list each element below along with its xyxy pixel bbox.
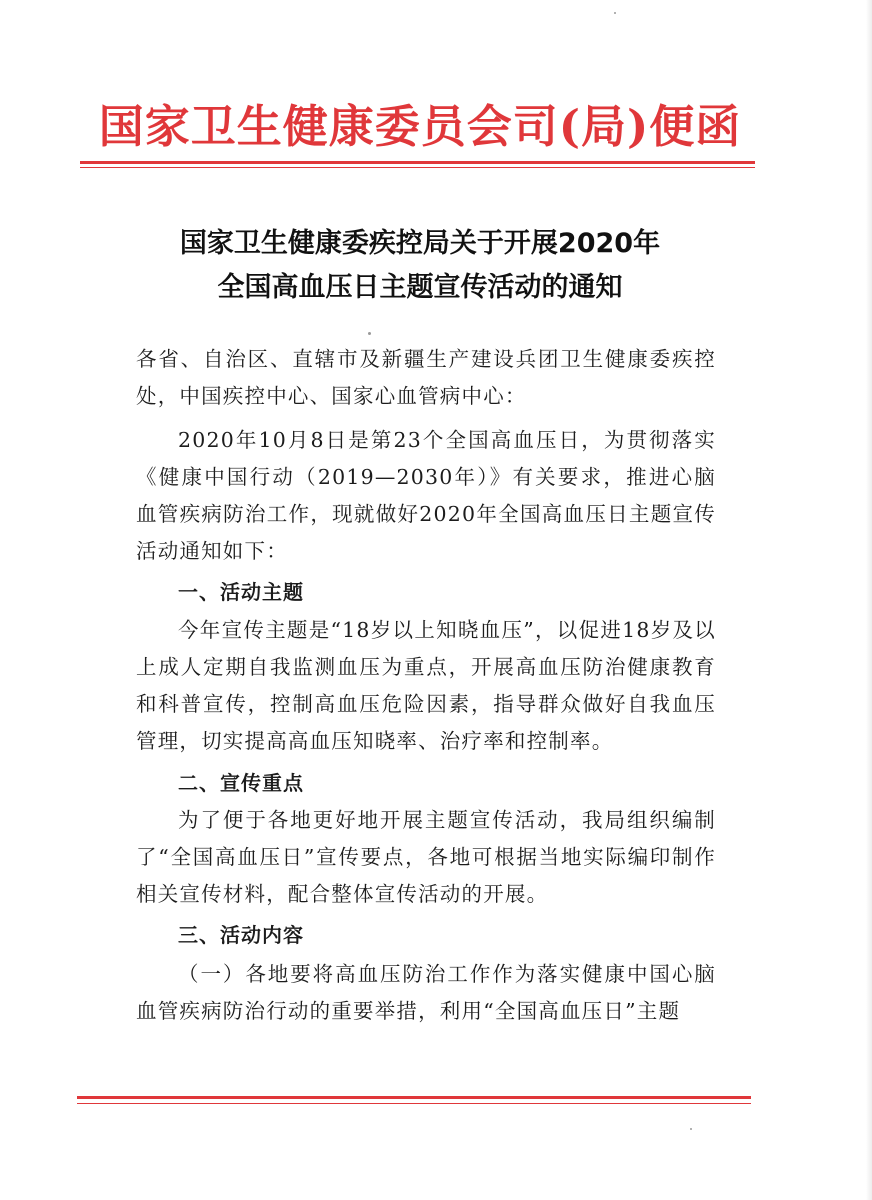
section-paragraph-2: 为了便于各地更好地开展主题宣传活动，我局组织编制了“全国高血压日”宣传要点，各地可根据当地实际编印制作相关宣传材料，配合整体宣传活动的开展。	[136, 808, 716, 906]
document-title-line-1: 国家卫生健康委疾控局关于开展2020年	[179, 228, 661, 259]
scan-speck	[690, 1128, 692, 1130]
footer-rule-thin	[77, 1103, 751, 1104]
letterhead-title: 国家卫生健康委员会司(局)便函	[98, 100, 742, 153]
recipient-paragraph: 各省、自治区、直辖市及新疆生产建设兵团卫生健康委疾控处，中国疾控中心、国家心血管病中心：	[136, 347, 716, 408]
letterhead-rule-thick	[80, 161, 755, 164]
letterhead-rule-thin	[80, 167, 755, 168]
document-title	[80, 222, 760, 310]
scan-edge-shadow	[866, 0, 872, 1200]
intro-paragraph: 2020年10月8日是第23个全国高血压日，为贯彻落实《健康中国行动（2019—2030年）》有关要求，推进心脑血管疾病防治工作，现就做好2020年全国高血压日主题宣传活动通知如下：	[136, 428, 716, 563]
section-paragraph-3: （一）各地要将高血压防治工作作为落实健康中国心脑血管疾病防治行动的重要举措，利用“全国高血压日”主题	[136, 962, 716, 1023]
document-title-line-2: 全国高血压日主题宣传活动的通知	[217, 272, 623, 303]
scan-speck	[614, 12, 616, 14]
section-heading-1: 一、活动主题	[178, 580, 304, 604]
section-heading-3: 三、活动内容	[178, 923, 304, 947]
footer-rule-thick	[77, 1096, 751, 1099]
section-heading-2: 二、宣传重点	[178, 771, 304, 795]
scan-speck	[368, 332, 371, 335]
section-paragraph-1: 今年宣传主题是“18岁以上知晓血压”，以促进18岁及以上成人定期自我监测血压为重点，开展高血压防治健康教育和科普宣传，控制高血压危险因素，指导群众做好自我血压管理，切实提高高血压知晓率、治疗率和控制率。	[136, 618, 716, 753]
